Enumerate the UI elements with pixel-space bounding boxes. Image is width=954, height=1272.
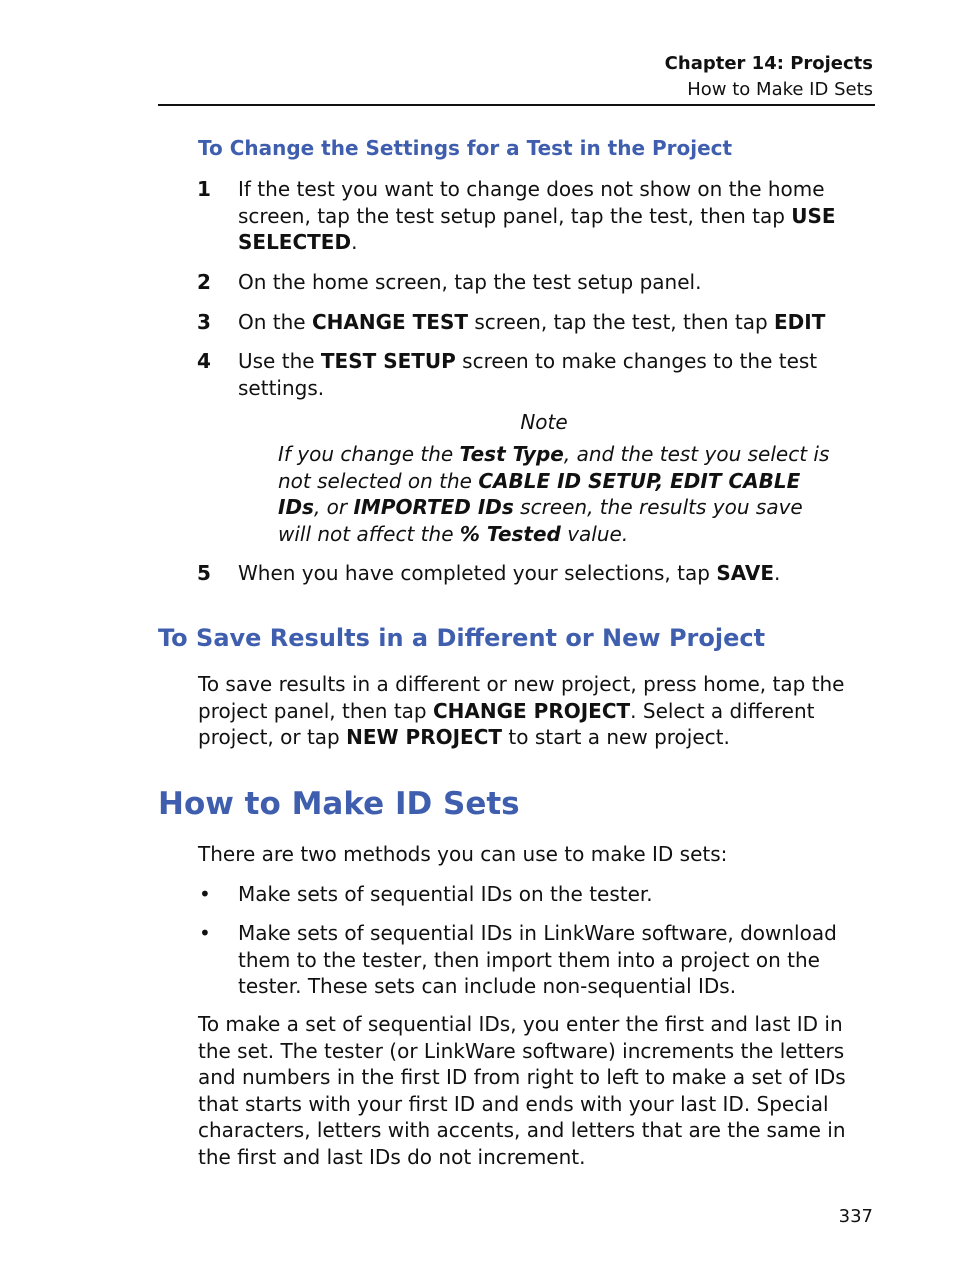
- step-1-number: 1: [197, 177, 211, 201]
- step-2-number: 2: [197, 270, 211, 294]
- step-4-number: 4: [197, 349, 211, 373]
- step-5-number: 5: [197, 561, 211, 585]
- step-3-number: 3: [197, 310, 211, 334]
- id-sets-paragraph: To make a set of sequential IDs, you enter the first and last ID in the set. The tester (or LinkWare software) increments the letters and numbers in the first ID from right to left to make a set of IDs that starts with your first ID and ends with your last ID. Special characters, letters with accents, and letters that are the same in the first and last IDs do not increment.: [198, 1012, 846, 1169]
- step-4-text: Use the TEST SETUP screen to make changes to the test settings.: [238, 349, 818, 400]
- step-5-text: When you have completed your selections, tap SAVE.: [238, 561, 781, 585]
- bullet-2-text: Make sets of sequential IDs in LinkWare software, download them to the tester, then import them into a project on the tester. These sets can include non-sequential IDs.: [238, 921, 837, 998]
- step-3-text: On the CHANGE TEST screen, tap the test, then tap EDIT: [238, 310, 826, 334]
- bullet-1-text: Make sets of sequential IDs on the tester.: [238, 882, 653, 906]
- note-label: Note: [520, 410, 568, 434]
- running-header-section: How to Make ID Sets: [687, 79, 873, 100]
- page-number: 337: [838, 1206, 873, 1227]
- id-sets-heading: How to Make ID Sets: [158, 786, 520, 822]
- id-sets-intro: There are two methods you can use to make ID sets:: [198, 842, 728, 866]
- bullet-2-marker: •: [199, 921, 211, 945]
- step-2-text: On the home screen, tap the test setup panel.: [238, 270, 702, 294]
- save-results-paragraph: To save results in a different or new project, press home, tap the project panel, then tap CHANGE PROJECT. Select a different project, or tap NEW PROJECT to start a new project.: [198, 672, 845, 749]
- running-header-chapter: Chapter 14: Projects: [664, 53, 873, 74]
- change-settings-heading: To Change the Settings for a Test in the Project: [198, 136, 733, 160]
- step-1-text: If the test you want to change does not show on the home screen, tap the test setup panel, tap the test, then tap USE SELECTED.: [238, 177, 836, 254]
- header-rule: [158, 104, 875, 106]
- note-body: If you change the Test Type, and the test you select is not selected on the CABLE ID SETUP, EDIT CABLE IDs, or IMPORTED IDs screen, the results you save will not affect the % Tested value.: [278, 442, 830, 546]
- save-results-heading: To Save Results in a Different or New Project: [158, 624, 766, 652]
- bullet-1-marker: •: [199, 882, 211, 906]
